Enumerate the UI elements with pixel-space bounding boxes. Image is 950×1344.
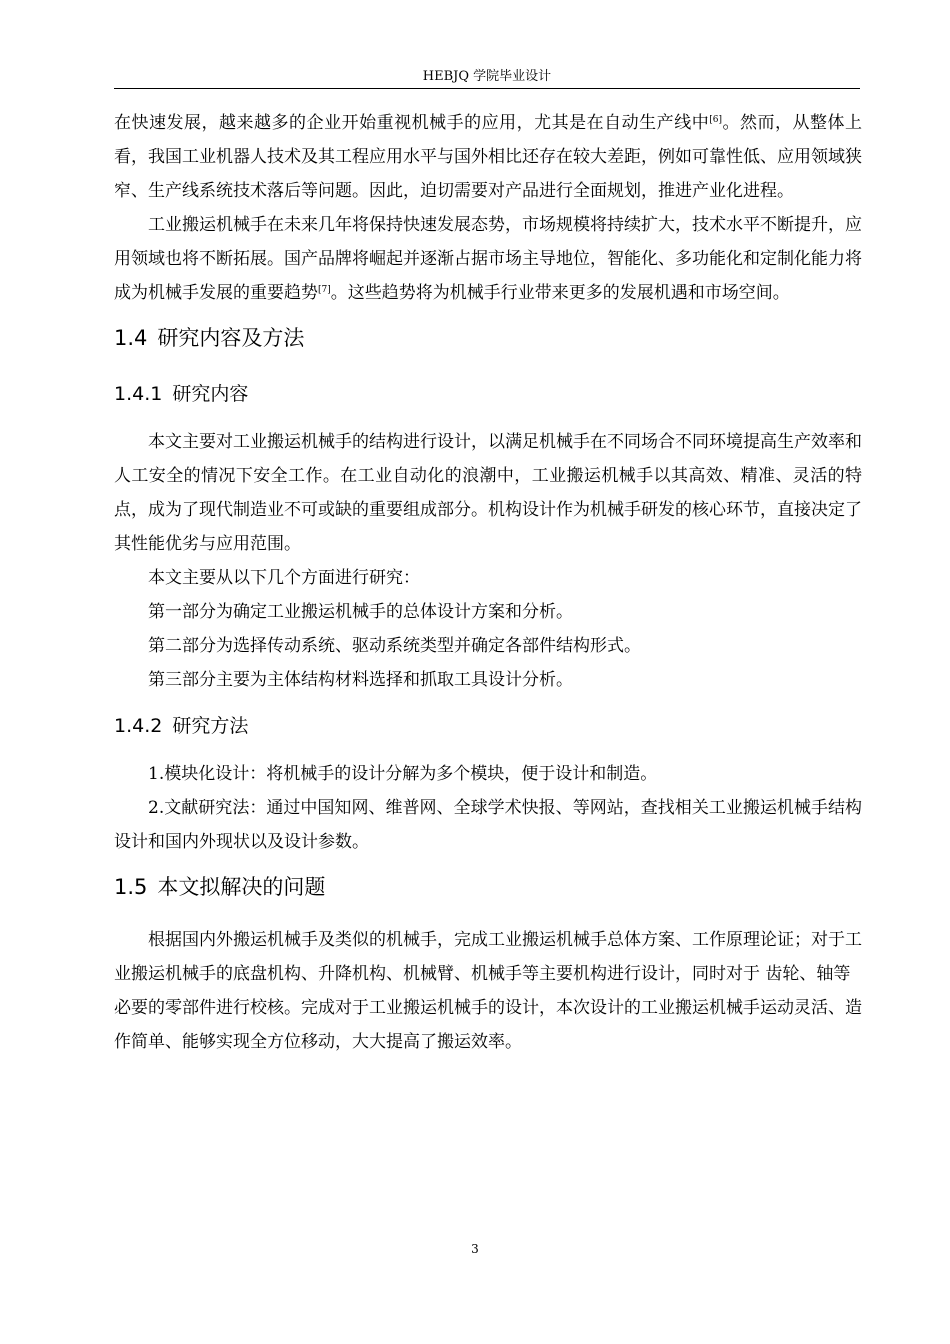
- paragraph-text: 在快速发展，越来越多的企业开始重视机械手的应用，尤其是在自动生产线中: [114, 113, 710, 133]
- subsection-heading: [114, 379, 862, 409]
- page-number: 3: [471, 1242, 479, 1256]
- paragraph: [114, 208, 862, 310]
- section-title: 本文拟解决的问题: [157, 875, 326, 899]
- section-number: 1.4: [114, 326, 148, 350]
- paragraph: 2.文献研究法：通过中国知网、维普网、全球学术快报、等网站，查找相关工业搬运机械手结构设计和国内外现状以及设计参数。: [114, 798, 862, 852]
- paragraph-text: 。然而，从整体上看，我国工业机器人技术及其工程应用水平与国外相比还存在较大差距，例如可靠性低、应用领域狭窄、生产线系统技术落后等问题。因此，迫切需要对产品进行全面规划，推进产业化进程。: [114, 113, 863, 201]
- paragraph: [114, 106, 862, 208]
- paragraph-text: 工业搬运机械手在未来几年将保持快速发展态势，市场规模将持续扩大，技术水平不断提升，应用领域也将不断拓展。国产品牌将崛起并逐渐占据市场主导地位，智能化、多功能化和定制化能力将成为机械手发展的重要趋势: [114, 215, 862, 303]
- paragraph: 本文主要从以下几个方面进行研究：: [148, 568, 420, 588]
- page-header: HEBJQ 学院毕业设计: [114, 65, 860, 89]
- citation: [7]: [318, 285, 331, 295]
- paragraph: 根据国内外搬运机械手及类似的机械手，完成工业搬运机械手总体方案、工作原理论证；对于工业搬运机械手的底盘机构、升降机构、机械臂、机械手等主要机构进行设计，同时对于 齿轮、轴等必要的零部件进行校核。完成对于工业搬运机械手的设计，本次设计的工业搬运机械手运动灵活、造作简单、能够实现全方位移动，大大提高了搬运效率。: [114, 930, 862, 1052]
- paragraph: 本文主要对工业搬运机械手的结构进行设计，以满足机械手在不同场合不同环境提高生产效率和人工安全的情况下安全工作。在工业自动化的浪潮中，工业搬运机械手以其高效、精准、灵活的特点，成为了现代制造业不可或缺的重要组成部分。机构设计作为机械手研发的核心环节，直接决定了其性能优劣与应用范围。: [114, 432, 862, 554]
- page-body: [114, 106, 862, 1059]
- section-number: 1.4.2: [114, 715, 163, 737]
- paragraph: 第二部分为选择传动系统、驱动系统类型并确定各部件结构形式。: [148, 636, 641, 656]
- citation: [6]: [709, 115, 722, 125]
- section-title: 研究内容: [172, 383, 249, 405]
- paragraph-text: 。这些趋势将为机械手行业带来更多的发展机遇和市场空间。: [330, 283, 790, 303]
- section-heading: [114, 871, 862, 903]
- paragraph: 1.模块化设计：将机械手的设计分解为多个模块，便于设计和制造。: [148, 764, 658, 784]
- paragraph: 第一部分为确定工业搬运机械手的总体设计方案和分析。: [148, 602, 573, 622]
- section-heading: [114, 322, 862, 354]
- section-title: 研究内容及方法: [157, 326, 305, 350]
- paragraph: 第三部分主要为主体结构材料选择和抓取工具设计分析。: [148, 670, 573, 690]
- section-number: 1.5: [114, 875, 148, 899]
- section-number: 1.4.1: [114, 383, 163, 405]
- section-title: 研究方法: [172, 715, 249, 737]
- subsection-heading: [114, 711, 862, 741]
